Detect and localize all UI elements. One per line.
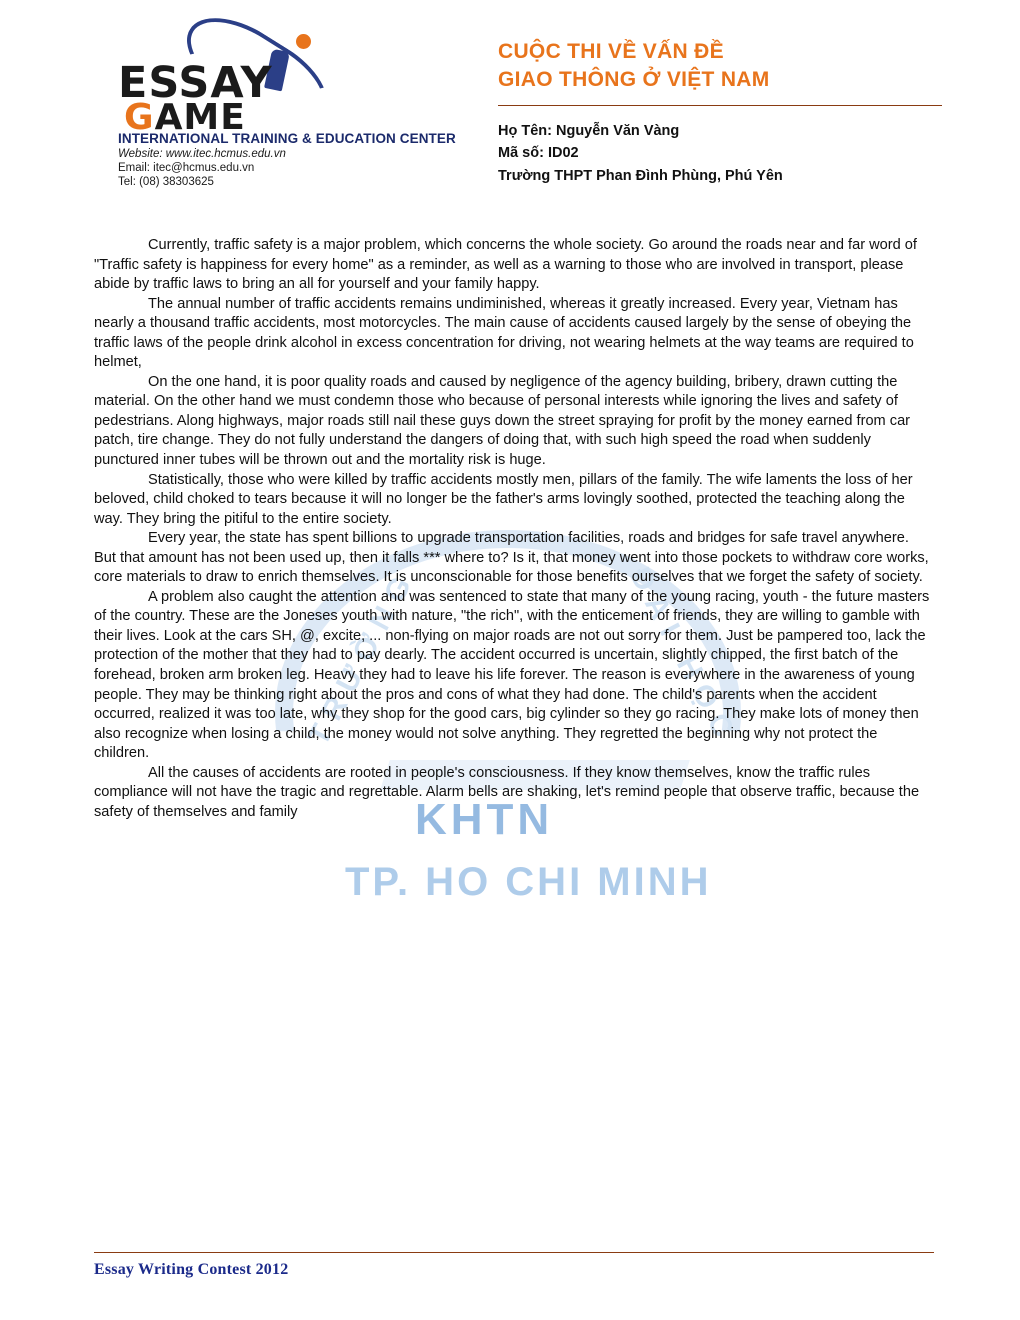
center-website: Website: www.itec.hcmus.edu.vn [118, 148, 286, 160]
contest-title-line-2: GIAO THÔNG Ở VIỆT NAM [498, 68, 770, 92]
contest-title-line-1: CUỘC THI VỀ VẤN ĐỀ [498, 40, 724, 63]
center-telephone: Tel: (08) 38303625 [118, 176, 214, 188]
essay-paragraph: All the causes of accidents are rooted in people's consciousness. If they know themselves, know the traffic rules compliance will not have the tragic and regrettable. Alarm bells are shaking, let's remind people that observe traffic, because the safety of themselves and family [94, 764, 920, 820]
logo-word-essay: ESSAY [118, 58, 273, 108]
essay-paragraph: Every year, the state has spent billions to upgrade transportation facilities, roads and bridges for safe travel anywhere. But that amount has not been used up, then it falls *** where to? Is it, that money went into those pockets to withdraw core works, core materials to draw to enrich themselves. It is unconscionable for those benefits ourselves that we forget the safety of society. [94, 530, 929, 586]
watermark-left-text: TRƯỜNG [301, 562, 423, 751]
essay-paragraph: Statistically, those who were killed by traffic accidents mostly men, pillars of the family. The wife laments the loss of her beloved, child choked to tears because it will no longer be the father's arms lovingly soothed, protected the teaching along the way. They bring the pitiful to the entire society. [94, 471, 913, 527]
footer-label: Essay Writing Contest 2012 [94, 1261, 289, 1278]
watermark-city-text: TP. HO CHI MINH [345, 860, 712, 904]
essay-paragraph: A problem also caught the attention and was sentenced to state that many of the young racing, youth - the future masters of the country. These are the Joneses youth with nature, "the rich", with the enticement of friends, they are willing to gamble with their lives. Look at the cars SH, @, excite, ... non-flying on major roads are not out sorry for them. Just be pampered too, lack the protection of the mother that they had to pay dearly. The accident occurred is uncertain, slightly chipped, the first batch of the forehead, broken arm broken leg. Heavy they had to leave his life forever. The reason is everywhere in the awareness of young people. They may be thinking right about the pros and cons of what they had done. The child's parents when the accident occurred, realized it was too late, why they shop for the good cars, big cylinder so they go racing. They make lots of money then also recognize when losing a child, the money would not solve anything. They regretted the beginning why not protect the children. [94, 588, 930, 762]
watermark-khtn-text: KHTN [415, 795, 554, 844]
student-info [498, 120, 968, 187]
center-name: INTERNATIONAL TRAINING & EDUCATION CENTER [118, 131, 456, 146]
essay-game-logo [118, 32, 318, 138]
ball-icon [296, 34, 311, 49]
essay-paragraph: On the one hand, it is poor quality roads and caused by negligence of the agency building, bribery, drawn cutting the material. On the other hand we must condemn those who because of personal interests while ignoring the lives and safety of pedestrians. Along highways, major roads still nail these guys down the street spraying for profit by the money earned from car patch, tire change. They do not fully understand the dangers of doing that, with such high speed the road when suddenly punctured inner tubes will be thrown out and the mortality risk is huge. [94, 373, 911, 469]
watermark-right-text: ĐẠI HỌC [623, 562, 745, 752]
logo-ame-letters: AME [154, 97, 246, 138]
logo-word-game [124, 97, 246, 138]
center-email: Email: itec@hcmus.edu.vn [118, 162, 255, 174]
essay-paragraph: Currently, traffic safety is a major problem, which concerns the whole society. Go around the roads near and far word of "Traffic safety is happiness for every home" as a reminder, as well as a warning to those who are involved in transport, please abide by traffic laws to bring an all for yourself and your family happy. [94, 237, 917, 293]
title-divider [498, 105, 942, 106]
document-header [0, 24, 1020, 204]
organization-block [118, 32, 468, 188]
student-school: Trường THPT Phan Đình Phùng, Phú Yên [498, 167, 783, 184]
contest-title-block [498, 38, 968, 187]
essay-paragraph: The annual number of traffic accidents remains undiminished, whereas it greatly increased. Every year, Vietnam has nearly a thousand traffic accidents, most motorcycles. The main cause of accidents caused largely by the sense of obeying the traffic laws of the people drink alcohol in excess concentration for driving, not wearing helmets at the way teams are required to helmet, [94, 295, 914, 371]
logo-g-letter: G [124, 97, 155, 138]
student-name: Họ Tên: Nguyễn Văn Vàng [498, 122, 680, 139]
document-footer [94, 1252, 934, 1279]
student-id: Mã số: ID02 [498, 145, 579, 162]
footer-divider [94, 1252, 934, 1253]
essay-body [94, 236, 934, 822]
